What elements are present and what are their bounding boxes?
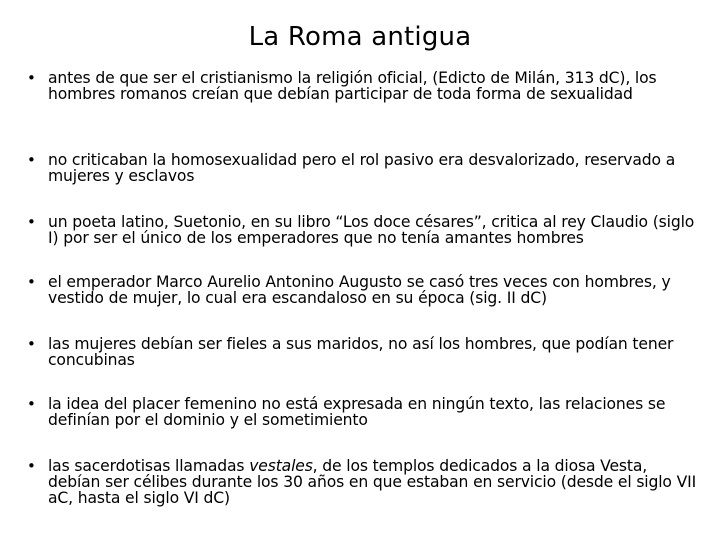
bullet-point: •	[27, 213, 36, 231]
bullet-text: antes de que ser el cristianismo la religión oficial, (Edicto de Milán, 313 dC), los hombres romanos creían que debían participar de toda forma de sexualidad	[48, 69, 657, 103]
bullet-text: el emperador Marco Aurelio Antonino Augusto se casó tres veces con hombres, y vestido de mujer, lo cual era escandaloso en su época (sig. II dC)	[48, 273, 671, 307]
bullet-text-italic: vestales	[249, 457, 313, 475]
bullet-text: la idea del placer femenino no está expresada en ningún texto, las relaciones se definían por el dominio y el sometimiento	[48, 395, 666, 429]
bullet-point: •	[27, 69, 36, 87]
bullet-point: •	[27, 151, 36, 169]
bullet-text: no criticaban la homosexualidad pero el rol pasivo era desvalorizado, reservado a mujeres y esclavos	[48, 151, 676, 185]
bullet-point: •	[27, 457, 36, 475]
bullet-point: •	[27, 273, 36, 291]
bullet-text: un poeta latino, Suetonio, en su libro “Los doce césares”, critica al rey Claudio (siglo I) por ser el único de los emperadores que no tenía amantes hombres	[48, 213, 695, 247]
bullet-point: •	[27, 395, 36, 413]
bullet-point: •	[27, 335, 36, 353]
slide-title: La Roma antigua	[248, 22, 472, 52]
bullet-text-after: , de los templos dedicados a la diosa Vesta, debían ser célibes durante los 30 años en que estaban en servicio (desde el siglo VII aC, hasta el siglo VI dC)	[48, 457, 697, 507]
bullet-text-before: las sacerdotisas llamadas	[48, 457, 250, 475]
bullet-text: las mujeres debían ser fieles a sus maridos, no así los hombres, que podían tener concubinas	[48, 335, 674, 369]
bullet-text	[48, 458, 700, 506]
